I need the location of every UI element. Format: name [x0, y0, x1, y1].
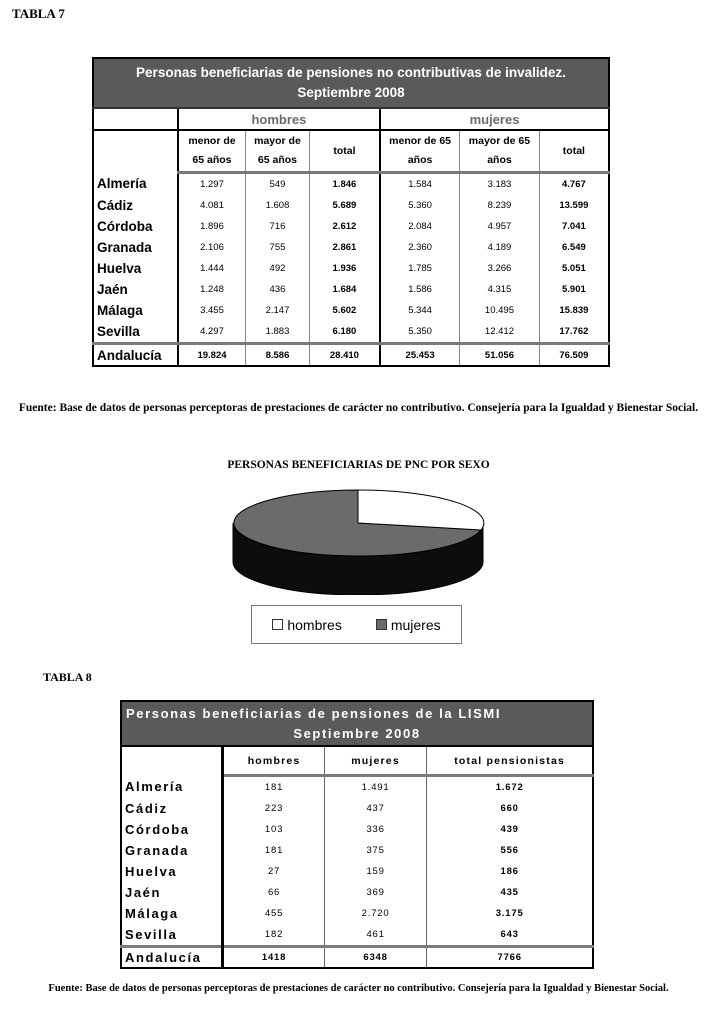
tabla7-source: Fuente: Base de datos de personas perceptoras de prestaciones de carácter no contributivo. Consejería para la Igualdad y Bienestar Social. [18, 402, 699, 414]
cell: 1.586 [380, 279, 460, 300]
row-label: Sevilla [121, 924, 223, 947]
cell: 103 [264, 824, 284, 835]
cell: 2.720 [324, 903, 426, 924]
table-row [121, 840, 593, 861]
table-total-row [121, 947, 593, 969]
cell: 5.901 [539, 279, 609, 300]
row-label: Andalucía [93, 344, 178, 367]
cell: 15.839 [539, 300, 609, 321]
cell: 1.584 [380, 173, 460, 196]
cell: 436 [246, 279, 310, 300]
table-row [93, 321, 609, 344]
cell: 4.189 [460, 237, 540, 258]
table-row [93, 216, 609, 237]
pie-slice-hombres [358, 490, 484, 530]
cell: 4.767 [539, 173, 609, 196]
cell: 13.599 [539, 195, 609, 216]
cell: 660 [427, 798, 593, 819]
chart-legend [251, 605, 462, 644]
cell: 8.239 [460, 195, 540, 216]
tabla7-table [92, 57, 610, 367]
cell: 5.360 [380, 195, 460, 216]
cell: 1.936 [309, 258, 380, 279]
cell: 3.175 [427, 903, 593, 924]
tabla8-col-header: mujeres [324, 746, 426, 776]
cell: 1.297 [200, 179, 224, 190]
cell: 716 [246, 216, 310, 237]
cell: 27 [267, 866, 281, 877]
cell: 7766 [427, 947, 593, 969]
cell: 1.846 [309, 173, 380, 196]
tabla7-col-header: mayor de 65 años [246, 130, 310, 173]
cell: 28.410 [309, 344, 380, 367]
legend-swatch-mujeres [376, 619, 387, 630]
cell: 3.455 [200, 305, 224, 316]
cell: 1.684 [309, 279, 380, 300]
row-label: Málaga [93, 300, 178, 321]
cell: 2.147 [246, 300, 310, 321]
cell: 1.608 [246, 195, 310, 216]
cell: 12.412 [460, 321, 540, 344]
cell: 435 [427, 882, 593, 903]
cell: 556 [427, 840, 593, 861]
tabla8-title [121, 701, 593, 746]
table-row [121, 882, 593, 903]
cell: 2.861 [309, 237, 380, 258]
tabla7-corner [93, 108, 178, 130]
table-row [93, 173, 609, 196]
cell: 5.051 [539, 258, 609, 279]
cell: 5.344 [380, 300, 460, 321]
row-label: Huelva [93, 258, 178, 279]
table-row [121, 861, 593, 882]
cell: 4.081 [200, 200, 224, 211]
row-label: Granada [121, 840, 223, 861]
cell: 369 [324, 882, 426, 903]
cell: 17.762 [539, 321, 609, 344]
cell: 1.491 [324, 776, 426, 799]
cell: 375 [324, 840, 426, 861]
tabla8-title-line1: Personas beneficiarias de pensiones de la LISMI [126, 705, 502, 721]
row-label: Sevilla [93, 321, 178, 344]
table-row [93, 237, 609, 258]
tabla7-col-header: mayor de 65 años [460, 130, 540, 173]
cell: 1.248 [200, 284, 224, 295]
cell: 19.824 [178, 344, 246, 367]
row-label: Cádiz [121, 798, 223, 819]
cell: 2.612 [309, 216, 380, 237]
cell: 8.586 [246, 344, 310, 367]
legend-item-hombres [272, 617, 341, 633]
cell: 1.672 [427, 776, 593, 799]
table-row [93, 300, 609, 321]
cell: 6.549 [539, 237, 609, 258]
cell: 2.084 [380, 216, 460, 237]
row-label: Jaén [121, 882, 223, 903]
cell: 1.883 [246, 321, 310, 344]
legend-label: mujeres [390, 616, 441, 633]
cell: 2.360 [380, 237, 460, 258]
pie-chart [225, 480, 495, 595]
cell: 4.957 [460, 216, 540, 237]
table-row [93, 279, 609, 300]
row-label: Cádiz [93, 195, 178, 216]
row-label: Málaga [121, 903, 223, 924]
cell: 4.315 [460, 279, 540, 300]
row-label: Almería [121, 776, 223, 799]
tabla8-table [120, 700, 594, 969]
cell: 7.041 [539, 216, 609, 237]
cell: 3.183 [460, 173, 540, 196]
cell: 492 [246, 258, 310, 279]
table-row [121, 903, 593, 924]
table-total-row [93, 344, 609, 367]
tabla7-rowlabel-head [93, 130, 178, 173]
cell: 159 [324, 861, 426, 882]
cell: 1.785 [380, 258, 460, 279]
row-label: Granada [93, 237, 178, 258]
row-label: Jaén [93, 279, 178, 300]
cell: 181 [264, 782, 284, 793]
cell: 3.266 [460, 258, 540, 279]
cell: 76.509 [539, 344, 609, 367]
tabla7-title-line2: Septiembre 2008 [297, 85, 405, 100]
cell: 2.106 [200, 242, 224, 253]
tabla8-source: Fuente: Base de datos de personas perceptoras de prestaciones de carácter no contributivo. Consejería para la Igualdad y Bienestar Social. [48, 983, 669, 994]
cell: 439 [427, 819, 593, 840]
tabla7-title [93, 58, 609, 108]
cell: 181 [264, 845, 284, 856]
chart-title: PERSONAS BENEFICIARIAS DE PNC POR SEXO [227, 459, 490, 471]
table-row [121, 819, 593, 840]
cell: 6348 [324, 947, 426, 969]
row-label: Córdoba [93, 216, 178, 237]
row-label: Córdoba [121, 819, 223, 840]
cell: 5.350 [380, 321, 460, 344]
cell: 455 [264, 908, 284, 919]
cell: 5.602 [309, 300, 380, 321]
tabla7-col-header: total [539, 130, 609, 173]
cell: 4.297 [200, 326, 224, 337]
cell: 182 [264, 929, 284, 940]
cell: 461 [324, 924, 426, 947]
cell: 51.056 [460, 344, 540, 367]
cell: 186 [427, 861, 593, 882]
tabla8-title-line2: Septiembre 2008 [293, 725, 421, 741]
cell: 549 [246, 173, 310, 196]
table-row [121, 776, 593, 799]
cell: 643 [427, 924, 593, 947]
legend-label: hombres [287, 616, 342, 633]
cell: 6.180 [309, 321, 380, 344]
row-label: Almería [93, 173, 178, 196]
tabla7-label: TABLA 7 [12, 6, 65, 21]
cell: 66 [267, 887, 281, 898]
tabla8-corner [121, 746, 223, 776]
table-row [121, 798, 593, 819]
cell: 25.453 [380, 344, 460, 367]
legend-swatch-hombres [272, 619, 283, 630]
tabla7-col-header: menor de 65 años [178, 130, 246, 173]
table-row [93, 195, 609, 216]
tabla7-group-hombres: hombres [178, 108, 380, 130]
cell: 336 [324, 819, 426, 840]
tabla7-col-header: menor de 65 años [380, 130, 460, 173]
cell: 10.495 [460, 300, 540, 321]
tabla8-col-header: hombres [223, 746, 325, 776]
cell: 223 [264, 803, 284, 814]
tabla8-col-header: total pensionistas [427, 746, 593, 776]
tabla7-group-mujeres: mujeres [380, 108, 609, 130]
tabla8-label: TABLA 8 [43, 670, 92, 684]
cell: 755 [246, 237, 310, 258]
cell: 437 [324, 798, 426, 819]
table-row [121, 924, 593, 947]
cell: 1.444 [200, 263, 224, 274]
tabla7-col-header: total [309, 130, 380, 173]
tabla7-title-line1: Personas beneficiarias de pensiones no contributivas de invalidez. [136, 65, 566, 80]
cell: 5.689 [309, 195, 380, 216]
row-label: Huelva [121, 861, 223, 882]
table-row [93, 258, 609, 279]
row-label: Andalucía [121, 947, 223, 969]
cell: 1418 [223, 947, 325, 969]
cell: 1.896 [200, 221, 224, 232]
legend-item-mujeres [376, 617, 441, 633]
